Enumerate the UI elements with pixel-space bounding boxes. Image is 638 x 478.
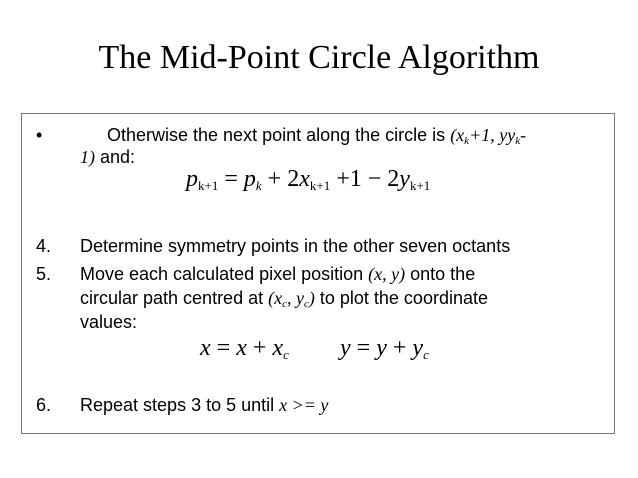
equation-2-y: $y = y + y_c$ — [340, 335, 429, 362]
step-5-line-2: circular path centred at ($x_c$, $y_c$) to plot the coordinate — [80, 288, 488, 310]
step-5-line-3: values: — [80, 312, 138, 332]
bullet-line-1: Otherwise the next point along the circle is ($x_k+1$, $yy_k-$ — [107, 125, 527, 147]
bullet-marker: • — [36, 125, 43, 145]
bullet-sub: k — [515, 135, 521, 147]
step-4-number: 4. — [36, 236, 52, 256]
equation-1: $p_{k+1} = p_k + 2x_{k+1} +1 - 2y_{k+1}$ — [186, 166, 431, 193]
step-4-text: Determine symmetry points in the other seven octants — [80, 236, 511, 256]
slide-title: The Mid-Point Circle Algorithm — [98, 39, 540, 76]
bullet-math: (x — [450, 125, 465, 145]
bullet-math: - — [520, 125, 527, 145]
bullet-math: +1, y — [469, 125, 508, 145]
bullet-line-2 — [80, 146, 135, 168]
step-6-text: Repeat steps 3 to 5 until x >= y — [80, 395, 329, 415]
bullet-math: 1) — [80, 147, 95, 167]
bullet-text: and: — [95, 147, 136, 167]
bullet-text: Otherwise the next point along the circle is — [107, 125, 451, 145]
step-5-number: 5. — [36, 264, 52, 284]
bullet-sub: k — [464, 135, 470, 147]
step-6-number: 6. — [36, 395, 52, 415]
equation-2-x: $x = x + x_c$ — [200, 335, 289, 362]
step-5-line-1: Move each calculated pixel position (x, y) onto the — [80, 264, 476, 284]
